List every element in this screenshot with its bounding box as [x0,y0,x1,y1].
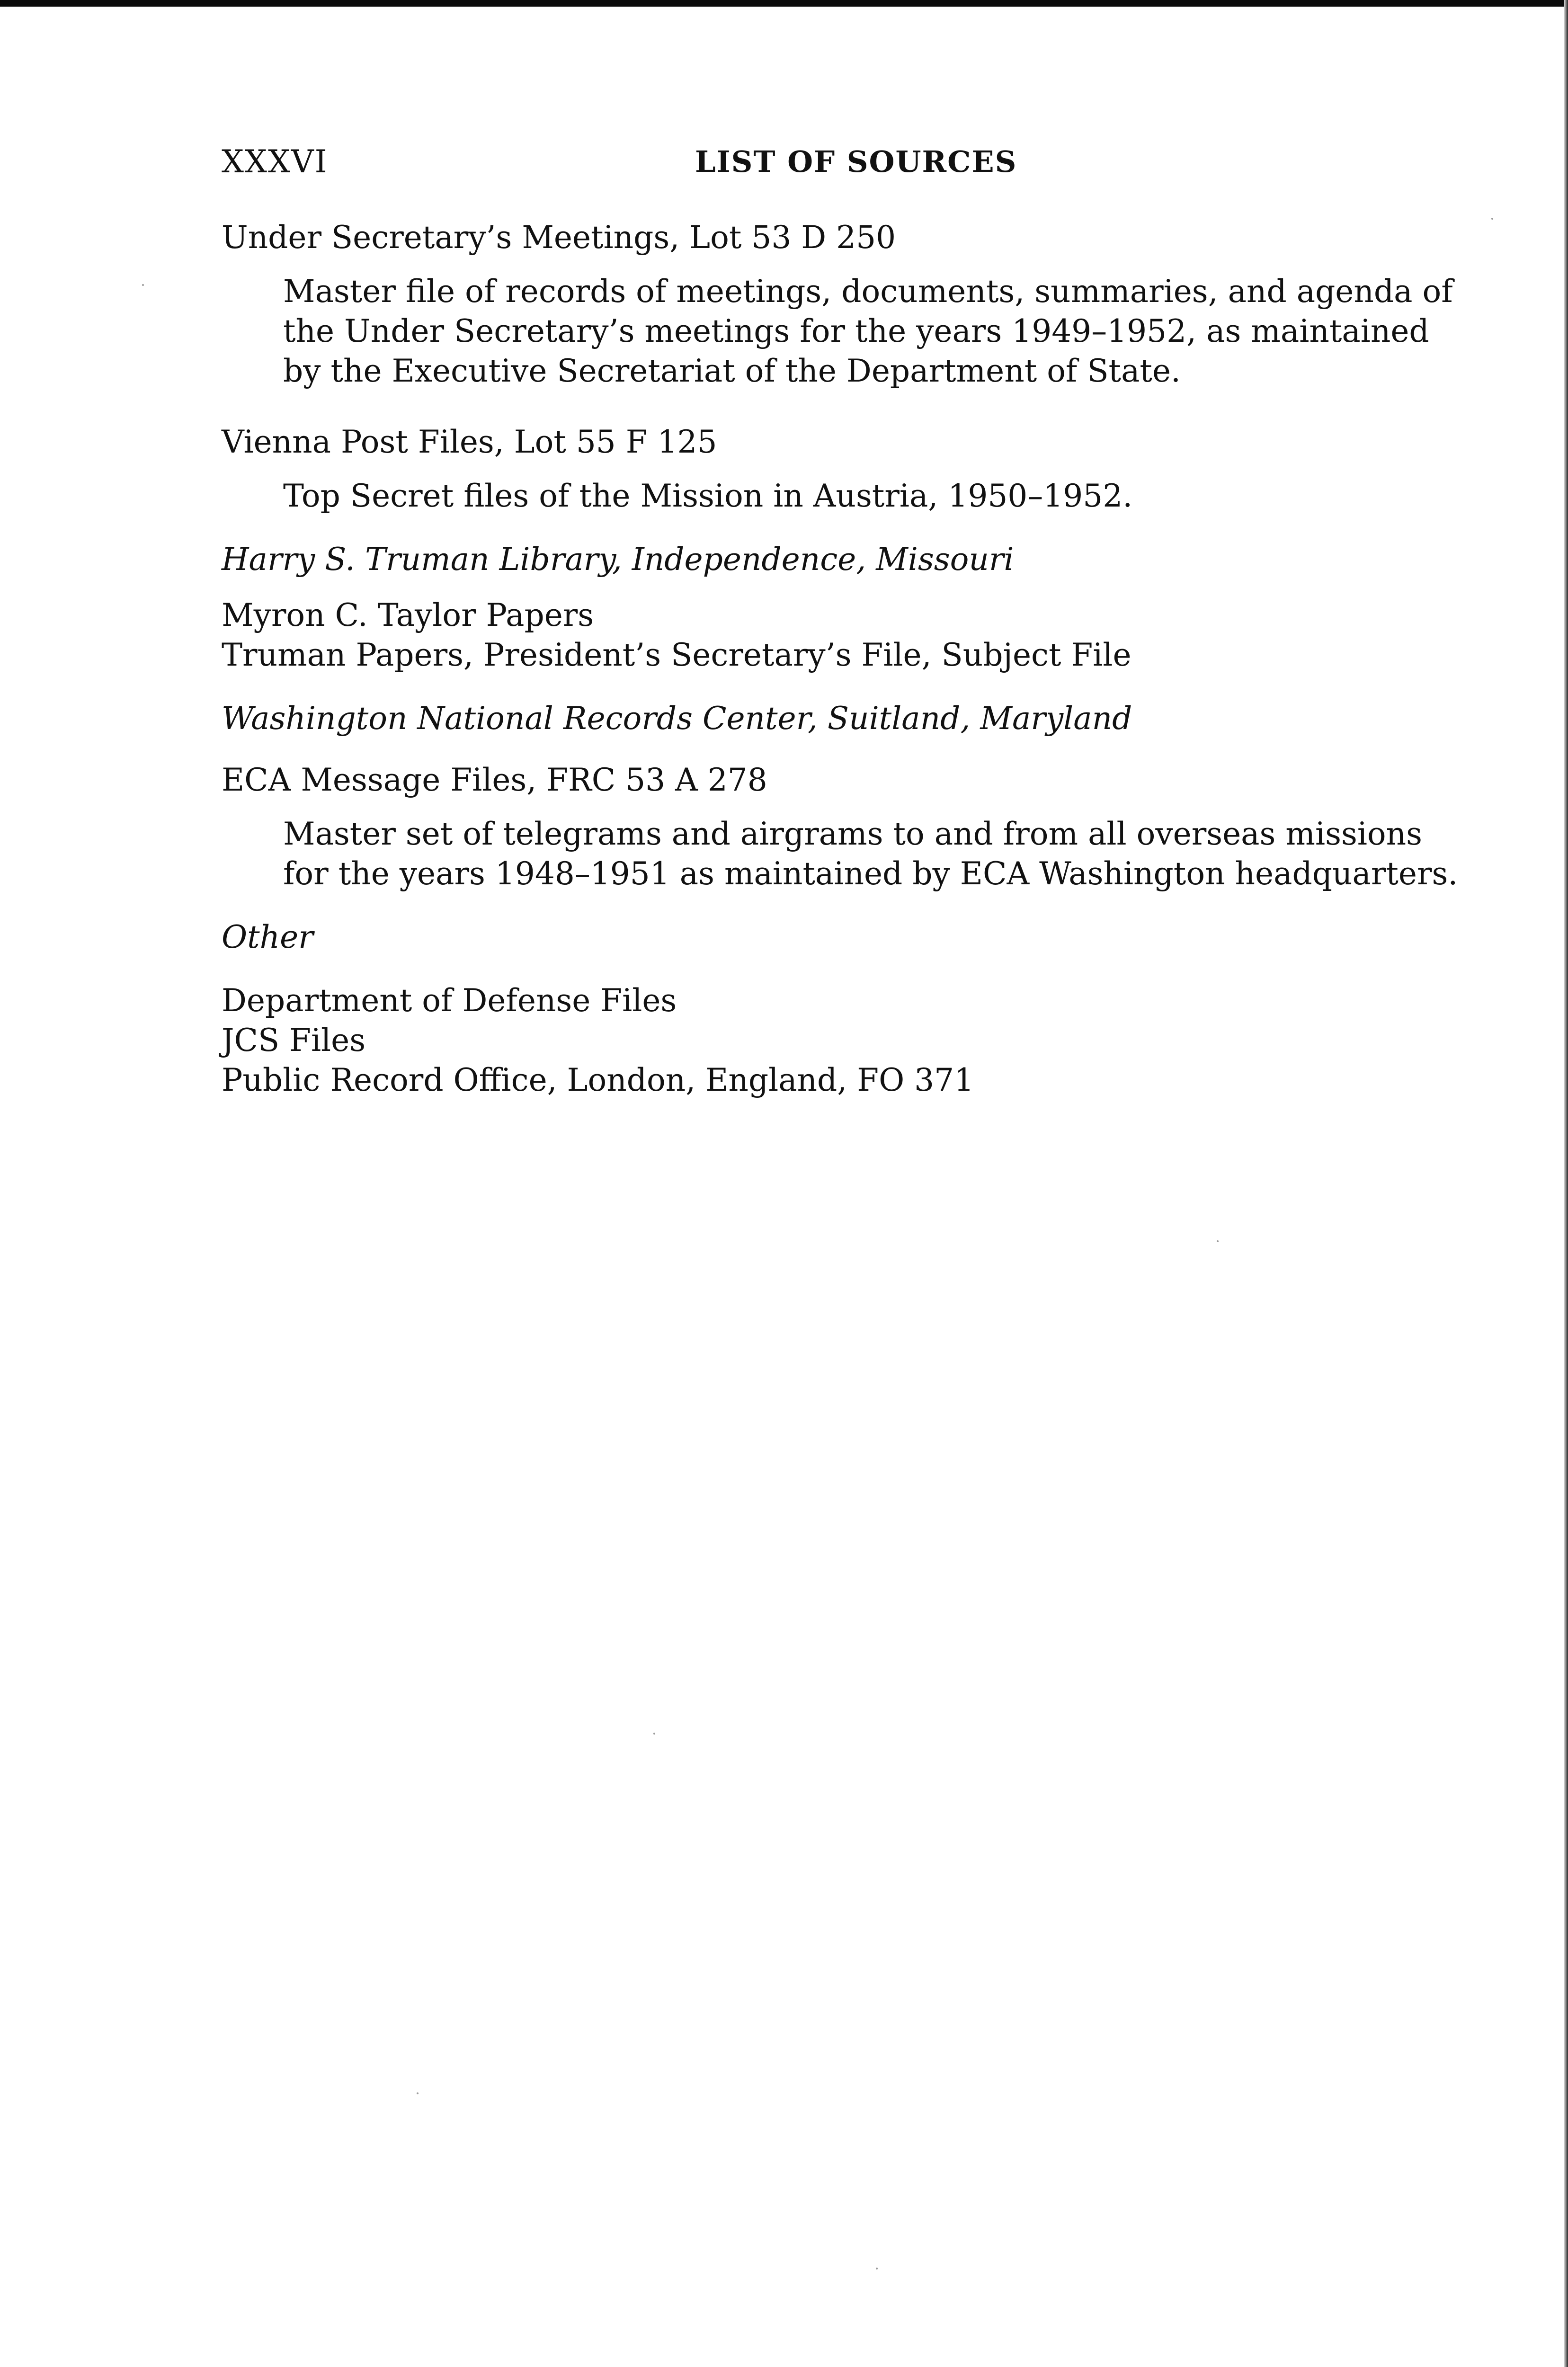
section-washington-national-records-center [222,699,1471,894]
collection-title: JCS Files [222,1022,366,1059]
section-other [222,917,1471,1100]
collection-title: Vienna Post Files, Lot 55 F 125 [222,424,717,460]
collection-title: Department of Defense Files [222,982,677,1019]
collection-title: Under Secretary’s Meetings, Lot 53 D 250 [222,219,896,256]
collection-title: ECA Message Files, FRC 53 A 278 [222,762,767,798]
scan-speck [1491,218,1493,220]
scan-border-top [0,0,1568,7]
collection-list [222,981,1471,1100]
collection-description: Master set of telegrams and airgrams to and from all overseas missions for the years 1948–1951 as maintained by ECA Washington headquarters. [283,816,1458,892]
running-head [222,142,1471,189]
document-page [222,142,1471,1100]
repository-heading: Other [222,919,313,955]
section-truman-library [222,540,1471,675]
collection-title: Myron C. Taylor Papers [222,597,594,633]
section-department-of-state-lots [222,218,1471,516]
scan-speck [1217,1240,1219,1242]
collection-title: Public Record Office, London, England, FO 371 [222,1062,974,1098]
scan-speck [142,284,144,286]
scan-speck [876,2268,878,2269]
collection-description: Top Secret files of the Mission in Austria, 1950–1952. [283,478,1133,514]
page-number: XXXVI [222,143,328,180]
scan-border-right [1564,0,1568,2367]
scan-speck [653,1733,655,1735]
running-title: LIST OF SOURCES [695,144,1017,179]
scan-speck [417,2092,419,2094]
repository-heading: Washington National Records Center, Suitland, Maryland [222,700,1132,737]
collection-list [222,596,1471,675]
collection-title: Truman Papers, President’s Secretary’s File, Subject File [222,637,1131,673]
collection-description: Master file of records of meetings, documents, summaries, and agenda of the Under Secretary’s meetings for the years 1949–1952, as maintained by the Executive Secretariat of the Department of State. [283,273,1453,389]
repository-heading: Harry S. Truman Library, Independence, Missouri [222,541,1014,578]
